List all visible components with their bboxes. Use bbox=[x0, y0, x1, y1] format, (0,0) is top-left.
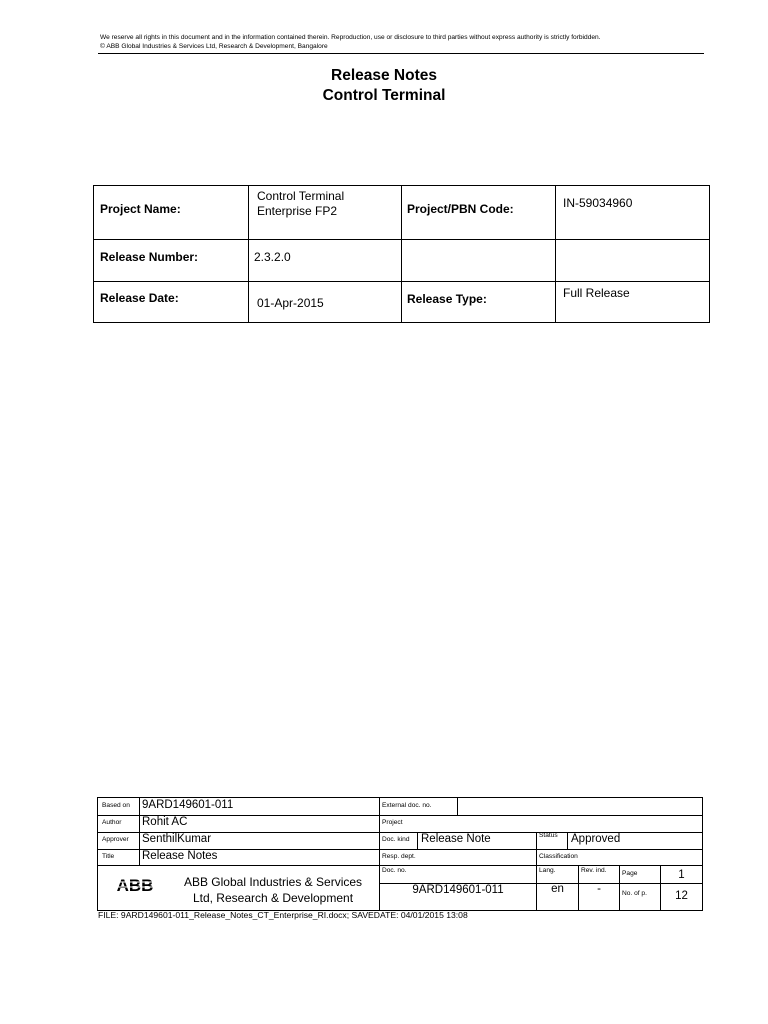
pbn-code-label: Project/PBN Code: bbox=[407, 202, 514, 216]
block-line bbox=[139, 798, 140, 865]
page-label: Page bbox=[622, 870, 638, 877]
document-title bbox=[0, 66, 768, 106]
resp-dept-label: Resp. dept. bbox=[382, 853, 416, 860]
status-label: Status bbox=[539, 832, 558, 839]
status-value: Approved bbox=[571, 833, 621, 845]
title-label: Title bbox=[102, 853, 115, 860]
project-label: Project bbox=[382, 819, 403, 826]
release-date-label: Release Date: bbox=[100, 291, 179, 305]
title-line-2: Control Terminal bbox=[322, 87, 446, 104]
abb-logo bbox=[110, 877, 160, 892]
svg-text:ABB: ABB bbox=[116, 877, 154, 892]
block-line bbox=[98, 815, 702, 816]
doc-no-label: Doc. no. bbox=[382, 867, 407, 874]
block-line bbox=[567, 832, 568, 849]
company-name: ABB Global Industries & Services Ltd, Research & Development bbox=[183, 875, 363, 905]
copyright-line: © ABB Global Industries & Services Ltd, Research & Development, Bangalore bbox=[100, 43, 328, 50]
rev-value: - bbox=[597, 883, 601, 895]
pbn-code-value: IN-59034960 bbox=[563, 196, 633, 210]
title-value: Release Notes bbox=[142, 850, 218, 862]
table-divider bbox=[94, 281, 709, 282]
release-type-value: Full Release bbox=[563, 286, 630, 300]
project-info-table bbox=[93, 185, 710, 323]
header-rule bbox=[98, 53, 704, 54]
doc-no-value: 9ARD149601-011 bbox=[412, 884, 504, 896]
release-date-value: 01-Apr-2015 bbox=[257, 296, 324, 310]
block-line bbox=[98, 865, 702, 866]
table-divider bbox=[401, 186, 402, 322]
no-of-pages-label: No. of p. bbox=[622, 890, 647, 897]
author-value: Rohit AC bbox=[142, 816, 188, 828]
title-block bbox=[97, 797, 703, 911]
doc-kind-label: Doc. kind bbox=[382, 836, 410, 843]
approver-label: Approver bbox=[102, 836, 129, 843]
block-line bbox=[417, 832, 418, 849]
lang-label: Lang. bbox=[539, 867, 556, 874]
project-name-value: Control Terminal Enterprise FP2 bbox=[257, 189, 345, 218]
rights-notice: We reserve all rights in this document and in the information contained therein. Reproduction, use or disclosure to third parties without express authority is strictly forbidden. bbox=[100, 34, 601, 41]
block-line bbox=[457, 798, 458, 815]
release-number-label: Release Number: bbox=[100, 250, 199, 264]
page-value: 1 bbox=[678, 869, 685, 881]
author-label: Author bbox=[102, 819, 122, 826]
lang-value: en bbox=[551, 883, 564, 895]
file-info-line: FILE: 9ARD149601-011_Release_Notes_CT_Enterprise_RI.docx; SAVEDATE: 04/01/2015 13:08 bbox=[98, 910, 468, 920]
table-divider bbox=[94, 239, 709, 240]
external-doc-label: External doc. no. bbox=[382, 802, 432, 809]
doc-kind-value: Release Note bbox=[421, 833, 491, 845]
approver-value: SenthilKumar bbox=[142, 833, 212, 845]
table-divider bbox=[248, 186, 249, 322]
no-of-pages-value: 12 bbox=[675, 890, 688, 902]
based-on-label: Based on bbox=[102, 802, 130, 809]
table-divider bbox=[555, 186, 556, 322]
based-on-value: 9ARD149601-011 bbox=[142, 799, 234, 811]
block-line bbox=[536, 832, 537, 910]
rev-label: Rev. ind. bbox=[581, 867, 607, 874]
release-number-value: 2.3.2.0 bbox=[254, 250, 291, 264]
project-name-label: Project Name: bbox=[100, 202, 181, 216]
title-line-1: Release Notes bbox=[331, 67, 437, 84]
block-line bbox=[619, 865, 620, 910]
release-type-label: Release Type: bbox=[407, 292, 487, 306]
classification-label: Classification bbox=[539, 853, 578, 860]
